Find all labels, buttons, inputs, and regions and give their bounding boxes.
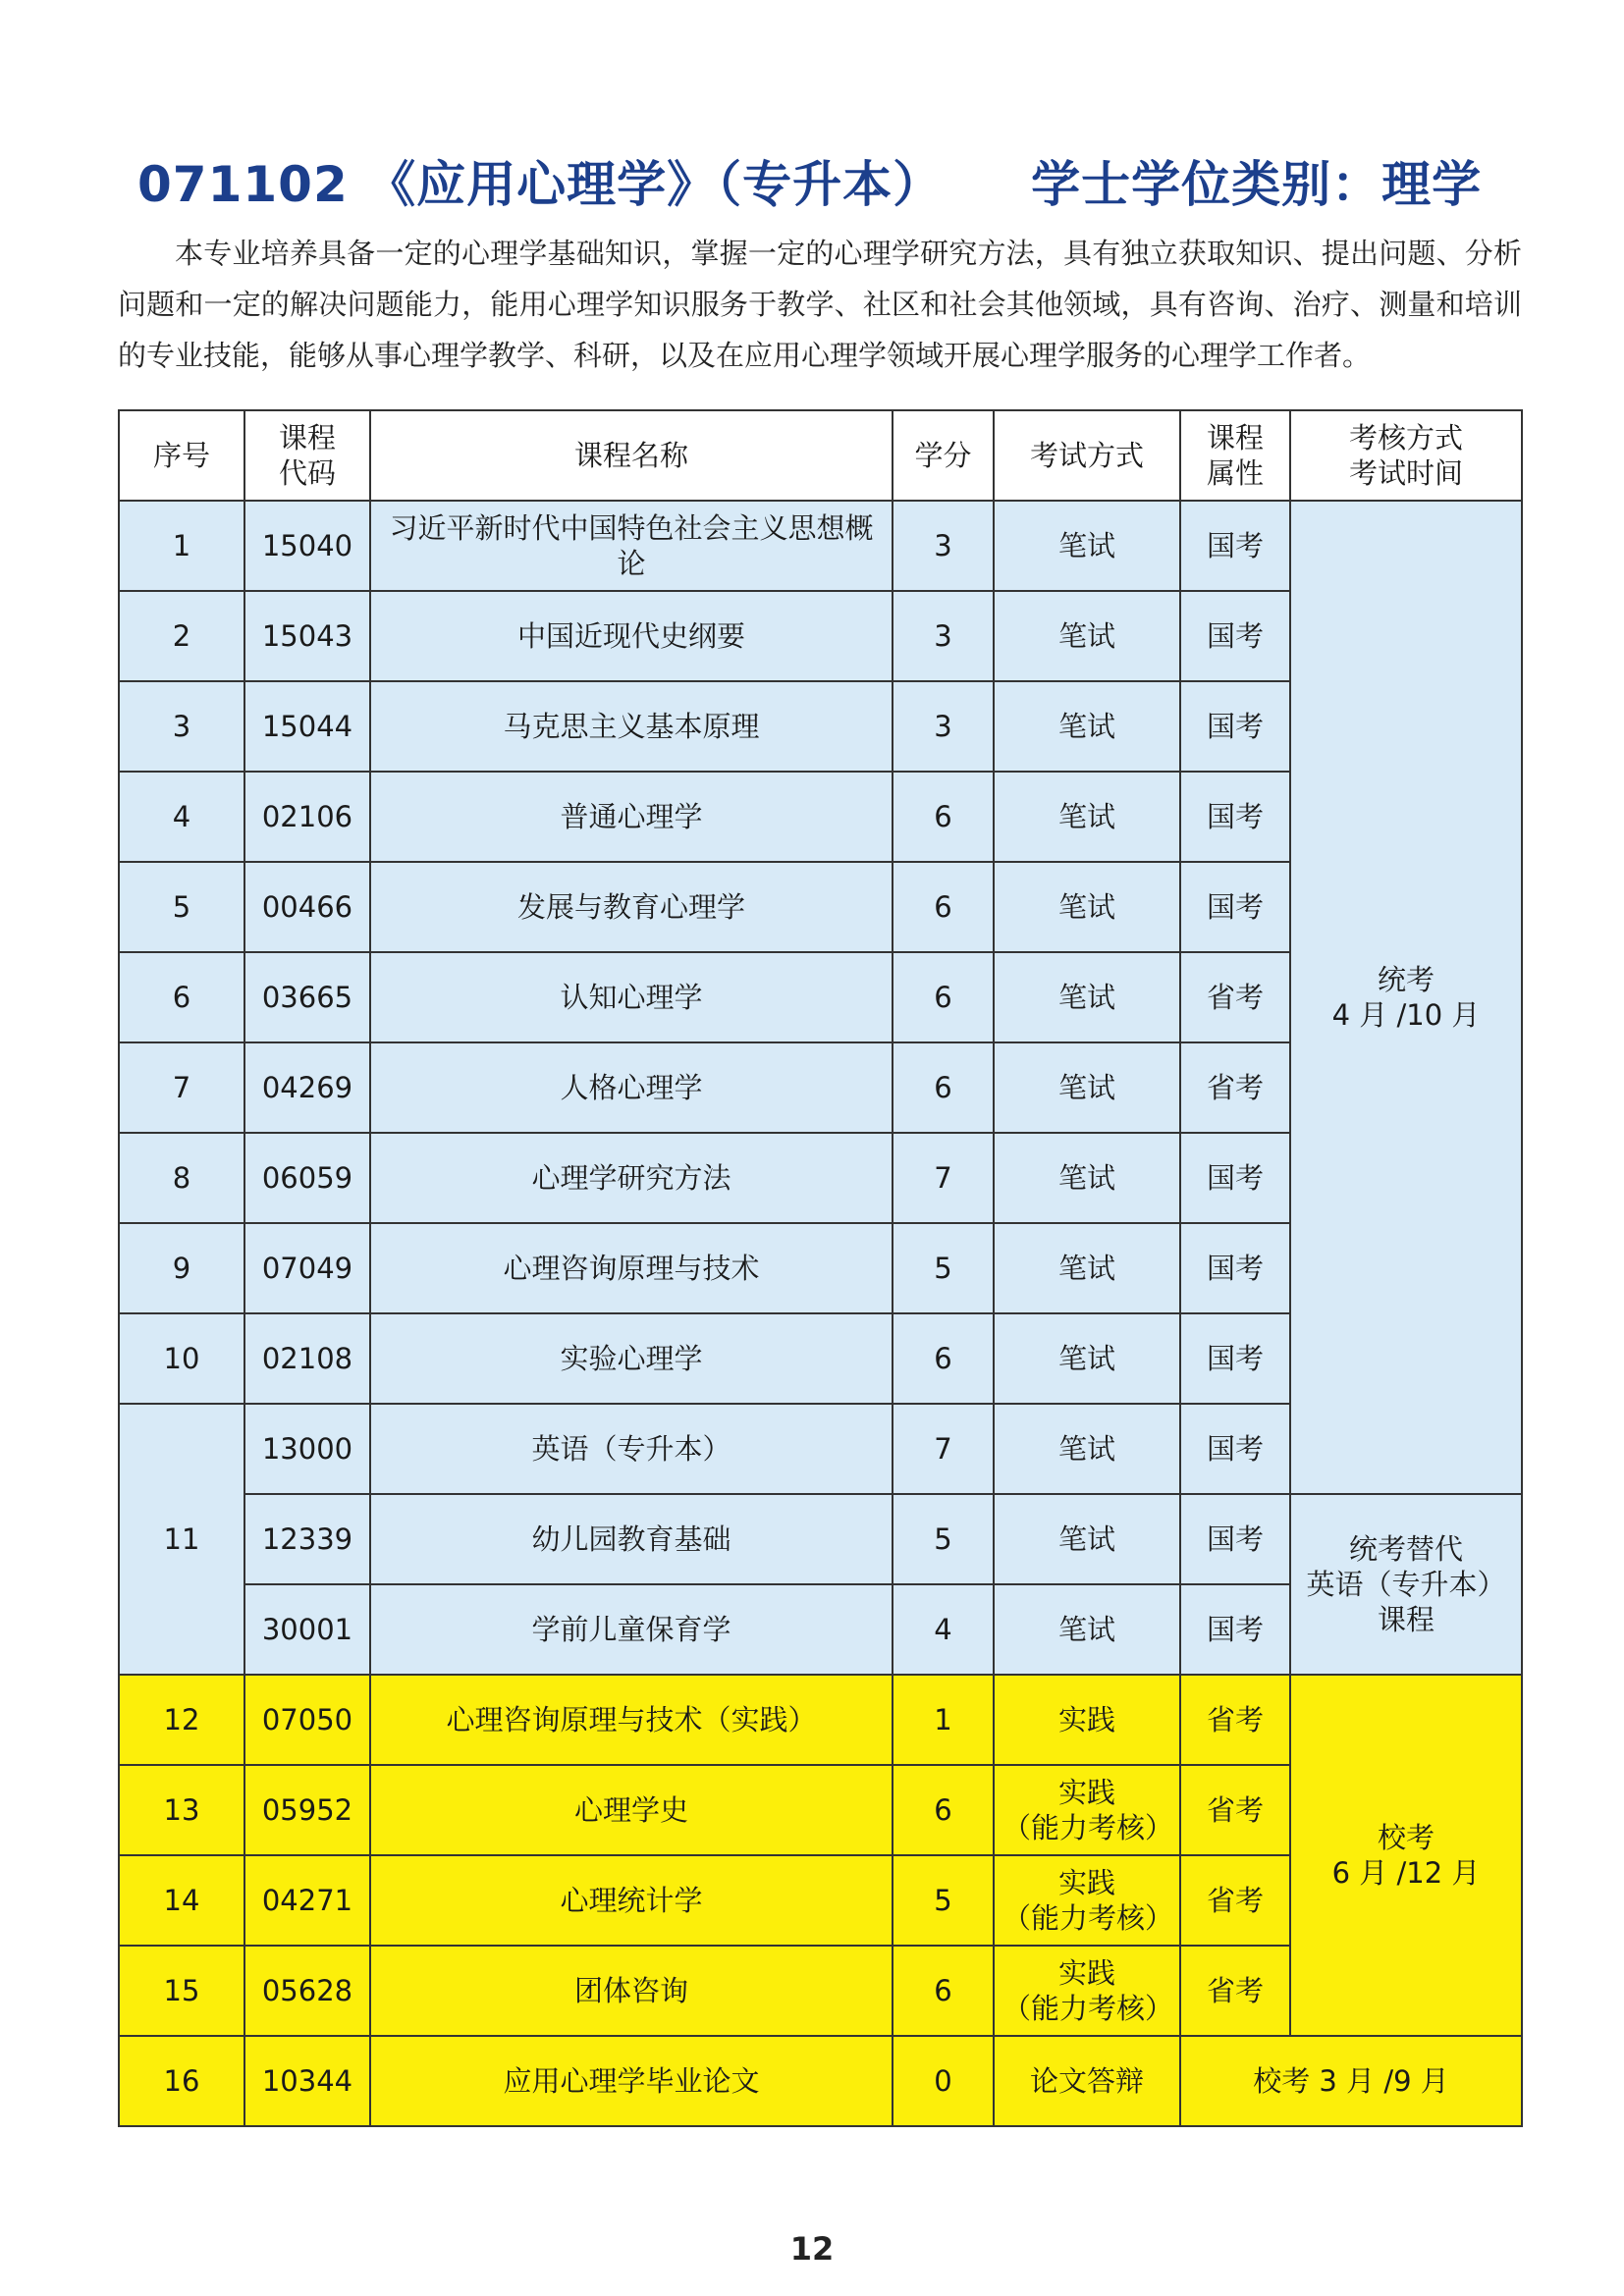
cell-code: 13000	[244, 1404, 370, 1494]
group-school-exam: 校考 6 月 /12 月	[1290, 1675, 1522, 2036]
cell-method: 笔试	[994, 1494, 1180, 1584]
cell-name: 应用心理学毕业论文	[370, 2036, 893, 2126]
cell-attr: 国考	[1180, 772, 1290, 862]
cell-method: 实践 （能力考核）	[994, 1946, 1180, 2036]
group-substitute-exam: 统考替代 英语（专升本）课程	[1290, 1494, 1522, 1675]
cell-seq: 16	[119, 2036, 244, 2126]
cell-method: 笔试	[994, 681, 1180, 772]
cell-credits: 6	[893, 1313, 994, 1404]
cell-credits: 5	[893, 1855, 994, 1946]
cell-seq: 15	[119, 1946, 244, 2036]
cell-attr: 国考	[1180, 1133, 1290, 1223]
header-name: 课程名称	[370, 410, 893, 501]
cell-name: 普通心理学	[370, 772, 893, 862]
cell-credits: 7	[893, 1133, 994, 1223]
cell-code: 05628	[244, 1946, 370, 2036]
cell-name: 团体咨询	[370, 1946, 893, 2036]
cell-method: 笔试	[994, 1133, 1180, 1223]
cell-name: 发展与教育心理学	[370, 862, 893, 952]
cell-credits: 5	[893, 1223, 994, 1313]
cell-name: 幼儿园教育基础	[370, 1494, 893, 1584]
cell-name: 认知心理学	[370, 952, 893, 1042]
cell-attr: 国考	[1180, 1313, 1290, 1404]
cell-seq: 10	[119, 1313, 244, 1404]
cell-seq: 13	[119, 1765, 244, 1855]
cell-attr: 省考	[1180, 1946, 1290, 2036]
cell-method: 笔试	[994, 1223, 1180, 1313]
cell-method: 实践 （能力考核）	[994, 1765, 1180, 1855]
cell-attr: 国考	[1180, 1584, 1290, 1675]
cell-code: 00466	[244, 862, 370, 952]
cell-attr: 省考	[1180, 1042, 1290, 1133]
cell-method: 论文答辩	[994, 2036, 1180, 2126]
cell-name: 习近平新时代中国特色社会主义思想概论	[370, 501, 893, 591]
table-row	[119, 2036, 1522, 2126]
program-description: 本专业培养具备一定的心理学基础知识，掌握一定的心理学研究方法，具有独立获取知识、提出问题、分析问题和一定的解决问题能力，能用心理学知识服务于教学、社区和社会其他领域，具有咨询、治疗、测量和培训的专业技能，能够从事心理学教学、科研，以及在应用心理学领域开展心理学服务的心理学工作者。	[118, 237, 1522, 372]
cell-method: 笔试	[994, 772, 1180, 862]
cell-name: 英语（专升本）	[370, 1404, 893, 1494]
header-code: 课程 代码	[244, 410, 370, 501]
cell-seq: 7	[119, 1042, 244, 1133]
cell-seq: 1	[119, 501, 244, 591]
cell-name: 中国近现代史纲要	[370, 591, 893, 681]
cell-method: 笔试	[994, 862, 1180, 952]
cell-attr: 国考	[1180, 681, 1290, 772]
cell-name: 心理学史	[370, 1765, 893, 1855]
cell-code: 15044	[244, 681, 370, 772]
cell-method: 笔试	[994, 952, 1180, 1042]
cell-seq: 2	[119, 591, 244, 681]
cell-attr: 国考	[1180, 591, 1290, 681]
cell-code: 10344	[244, 2036, 370, 2126]
cell-method: 笔试	[994, 1313, 1180, 1404]
header-attr: 课程 属性	[1180, 410, 1290, 501]
cell-code: 02106	[244, 772, 370, 862]
cell-attr: 省考	[1180, 1855, 1290, 1946]
header-exam-method: 考试方式	[994, 410, 1180, 501]
cell-name: 心理学研究方法	[370, 1133, 893, 1223]
cell-attr: 省考	[1180, 952, 1290, 1042]
table-row	[119, 1494, 1522, 1584]
cell-seq: 11	[119, 1404, 244, 1675]
cell-seq: 9	[119, 1223, 244, 1313]
cell-attr: 省考	[1180, 1675, 1290, 1765]
cell-code: 07049	[244, 1223, 370, 1313]
cell-name: 心理咨询原理与技术（实践）	[370, 1675, 893, 1765]
cell-code: 04269	[244, 1042, 370, 1133]
cell-code: 15040	[244, 501, 370, 591]
cell-credits: 3	[893, 591, 994, 681]
page-number: 12	[789, 2230, 835, 2268]
cell-attr: 国考	[1180, 862, 1290, 952]
cell-name: 马克思主义基本原理	[370, 681, 893, 772]
cell-credits: 6	[893, 772, 994, 862]
program-title: 071102 《应用心理学》（专升本）	[137, 156, 944, 213]
cell-seq: 12	[119, 1675, 244, 1765]
header-assessment: 考核方式 考试时间	[1290, 410, 1522, 501]
cell-credits: 7	[893, 1404, 994, 1494]
cell-name: 心理咨询原理与技术	[370, 1223, 893, 1313]
cell-method: 笔试	[994, 1584, 1180, 1675]
cell-credits: 4	[893, 1584, 994, 1675]
cell-seq: 14	[119, 1855, 244, 1946]
cell-attr: 国考	[1180, 1494, 1290, 1584]
cell-code: 05952	[244, 1765, 370, 1855]
cell-credits: 6	[893, 952, 994, 1042]
group-unified-exam: 统考 4 月 /10 月	[1290, 501, 1522, 1494]
cell-seq: 4	[119, 772, 244, 862]
cell-method: 笔试	[994, 1042, 1180, 1133]
page-title	[137, 145, 1532, 216]
cell-credits: 6	[893, 1042, 994, 1133]
header-seq: 序号	[119, 410, 244, 501]
cell-method: 实践	[994, 1675, 1180, 1765]
cell-code: 30001	[244, 1584, 370, 1675]
cell-credits: 6	[893, 1946, 994, 2036]
cell-code: 07050	[244, 1675, 370, 1765]
cell-credits: 3	[893, 501, 994, 591]
cell-name: 实验心理学	[370, 1313, 893, 1404]
cell-method: 实践 （能力考核）	[994, 1855, 1180, 1946]
cell-credits: 6	[893, 1765, 994, 1855]
cell-attr: 国考	[1180, 1223, 1290, 1313]
table-row	[119, 1675, 1522, 1765]
cell-code: 04271	[244, 1855, 370, 1946]
degree-label: 学士学位类别：理学	[1031, 156, 1483, 213]
cell-code: 15043	[244, 591, 370, 681]
course-table	[118, 409, 1523, 2127]
cell-name: 学前儿童保育学	[370, 1584, 893, 1675]
cell-code: 02108	[244, 1313, 370, 1404]
table-header-row	[119, 410, 1522, 501]
cell-credits: 5	[893, 1494, 994, 1584]
cell-attr: 国考	[1180, 501, 1290, 591]
cell-code: 06059	[244, 1133, 370, 1223]
cell-credits: 1	[893, 1675, 994, 1765]
cell-seq: 3	[119, 681, 244, 772]
header-credits: 学分	[893, 410, 994, 501]
cell-attr: 省考	[1180, 1765, 1290, 1855]
cell-seq: 5	[119, 862, 244, 952]
cell-credits: 6	[893, 862, 994, 952]
cell-method: 笔试	[994, 591, 1180, 681]
group-thesis-exam: 校考 3 月 /9 月	[1180, 2036, 1522, 2126]
cell-code: 03665	[244, 952, 370, 1042]
cell-method: 笔试	[994, 1404, 1180, 1494]
cell-name: 人格心理学	[370, 1042, 893, 1133]
cell-seq: 6	[119, 952, 244, 1042]
cell-name: 心理统计学	[370, 1855, 893, 1946]
cell-credits: 0	[893, 2036, 994, 2126]
cell-method: 笔试	[994, 501, 1180, 591]
cell-credits: 3	[893, 681, 994, 772]
cell-attr: 国考	[1180, 1404, 1290, 1494]
cell-seq: 8	[119, 1133, 244, 1223]
table-row	[119, 501, 1522, 591]
cell-code: 12339	[244, 1494, 370, 1584]
